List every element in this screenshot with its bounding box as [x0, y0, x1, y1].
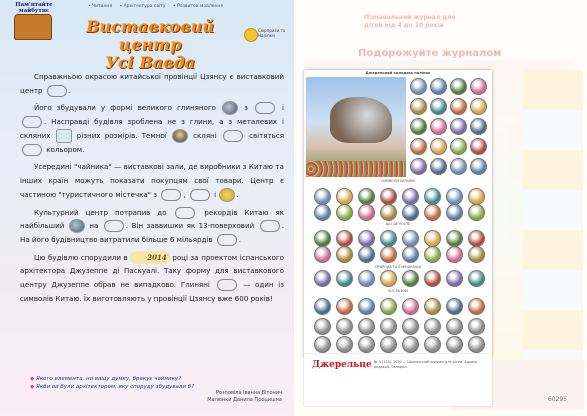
sticker-slot — [223, 130, 243, 142]
sticker-circle[interactable] — [358, 270, 375, 287]
sticker-circle[interactable] — [314, 318, 331, 335]
sticker-circle[interactable] — [470, 138, 487, 155]
sticker-circle[interactable] — [424, 336, 441, 353]
sticker-circle[interactable] — [314, 298, 331, 315]
sticker-circle[interactable] — [402, 188, 419, 205]
article-title — [60, 18, 240, 72]
sticker-circle[interactable] — [380, 204, 397, 221]
sticker-circle[interactable] — [380, 336, 397, 353]
sticker-circle[interactable] — [358, 204, 375, 221]
night-icon — [172, 129, 188, 143]
sticker-sheet-header: Джерельний колодязь наліпок — [365, 71, 431, 75]
sticker-slot — [190, 189, 210, 201]
sticker-circle[interactable] — [446, 318, 463, 335]
sticker-circle[interactable] — [424, 230, 441, 247]
sticker-circle[interactable] — [380, 270, 397, 287]
background-banner: Подорожуйте журналом — [358, 48, 502, 59]
row-label-4: УСЕ РАЗОМ — [388, 289, 408, 293]
paragraph-text: . — [68, 85, 71, 95]
sticker-circle[interactable] — [402, 204, 419, 221]
sticker-circle[interactable] — [430, 138, 447, 155]
sticker-circle[interactable] — [336, 270, 353, 287]
question-1: ◆ Якого елемента, на вашу думку, бракує чайнику? — [30, 375, 280, 383]
title-line-1: Виставковий центр — [86, 17, 214, 54]
sticker-circle[interactable] — [410, 158, 427, 175]
sticker-circle[interactable] — [402, 336, 419, 353]
glass-icon — [56, 129, 72, 143]
author-credit: Розповіла Іванна Вітонич — [215, 390, 282, 396]
paragraph-text: скляні — [188, 130, 221, 140]
sticker-circle[interactable] — [314, 246, 331, 263]
sticker-circle[interactable] — [402, 318, 419, 335]
sticker-circle[interactable] — [424, 188, 441, 205]
sticker-circle[interactable] — [380, 246, 397, 263]
sticker-circle[interactable] — [358, 318, 375, 335]
sticker-circle[interactable] — [424, 246, 441, 263]
logo-text: Пам'ятайте майбутнє — [15, 2, 53, 14]
sticker-circle[interactable] — [470, 158, 487, 175]
row-label-1: СИМВОЛИ УКРАЇНИ — [381, 179, 415, 183]
sticker-circle[interactable] — [314, 204, 331, 221]
sticker-circle[interactable] — [402, 270, 419, 287]
stickers-badge — [244, 28, 290, 42]
sticker-circle[interactable] — [446, 188, 463, 205]
right-page — [294, 0, 587, 416]
sticker-circle[interactable] — [450, 158, 467, 175]
paragraph-text: різних розмірів. Темної — [72, 130, 171, 140]
paragraph-text: кольором. — [44, 144, 85, 154]
paragraph-text: . Він заввишки як 13-поверховий — [125, 221, 258, 231]
sticker-circle[interactable] — [336, 230, 353, 247]
sticker-circle[interactable] — [358, 188, 375, 205]
sticker-circle[interactable] — [470, 78, 487, 95]
teapot-icon — [69, 219, 85, 233]
paragraph-text: світяться — [244, 130, 285, 140]
sticker-circle[interactable] — [336, 318, 353, 335]
sticker-circle[interactable] — [358, 298, 375, 315]
sticker-circle[interactable] — [450, 98, 467, 115]
sticker-slot — [255, 102, 275, 114]
sticker-slot — [104, 220, 124, 232]
sticker-circle[interactable] — [470, 98, 487, 115]
sticker-circle[interactable] — [470, 118, 487, 135]
sticker-circle[interactable] — [450, 138, 467, 155]
section-tags — [88, 4, 229, 9]
sticker-circle[interactable] — [380, 230, 397, 247]
paragraph-text: рекордів Китаю як найбільший — [20, 207, 284, 231]
sticker-circle[interactable] — [468, 270, 485, 287]
treasure-chest-icon — [14, 14, 52, 40]
title-line-2: Усі Вавда — [104, 53, 196, 72]
paragraph-text: році за проектом іспанського архітектора Джузеппе ді Паскуалі. Таку форму для виставкового центру Джузеппе обрав не випадково. Глиняні — [20, 252, 284, 289]
sticker-circle[interactable] — [430, 118, 447, 135]
subscription-index: 60295 — [547, 396, 567, 403]
sticker-circle[interactable] — [468, 318, 485, 335]
sticker-circle[interactable] — [468, 246, 485, 263]
sticker-circle[interactable] — [402, 230, 419, 247]
paragraph-text: Культурний центр потрапив до — [34, 207, 174, 217]
sticker-circle[interactable] — [402, 246, 419, 263]
sticker-slot — [22, 116, 42, 128]
sticker-circle[interactable] — [424, 270, 441, 287]
paragraph-text: . — [238, 235, 242, 245]
footer-logo: Джерельце — [312, 360, 372, 370]
sticker-circle[interactable] — [410, 98, 427, 115]
sticker-circle[interactable] — [336, 204, 353, 221]
paragraph-text: Усередині "чайника" — виставкові зали, де виробники з Китаю та інших країн можуть показати покупцям свої товари. Центр є частиною "туристичного містечка" з — [20, 162, 284, 199]
badge-text: Сюрпризи та Наліпки — [258, 28, 286, 38]
sticker-circle[interactable] — [468, 230, 485, 247]
sticker-slot — [22, 144, 42, 156]
row-label-3: ПРИРОДА ТА ЇЇ МЕШКАНЦІ — [374, 265, 422, 269]
article-body — [20, 70, 284, 309]
tag-reading: • Читання — [88, 4, 113, 9]
sticker-slot — [175, 207, 195, 219]
sticker-circle[interactable] — [430, 78, 447, 95]
sticker-circle[interactable] — [358, 336, 375, 353]
sticker-circle[interactable] — [446, 246, 463, 263]
paragraph-text: і — [276, 103, 284, 113]
sticker-circle[interactable] — [468, 188, 485, 205]
sticker-circle[interactable] — [314, 188, 331, 205]
sticker-circle[interactable] — [314, 270, 331, 287]
paragraph-text: і — [211, 189, 219, 199]
sticker-circle[interactable] — [430, 98, 447, 115]
paragraph-text: Цю будівлю спорудили в — [34, 252, 131, 262]
sticker-circle[interactable] — [468, 336, 485, 353]
sticker-circle[interactable] — [450, 78, 467, 95]
sticker-circle[interactable] — [446, 204, 463, 221]
paragraph-text: — один із символів Китаю. Їх виготовляють у провінції Цзянсу вже 600 років! — [20, 279, 284, 303]
sticker-circle[interactable] — [380, 298, 397, 315]
paragraph-text: Його збудували у формі великого глиняного — [34, 103, 221, 113]
sticker-slot — [161, 189, 181, 201]
row-label-2: ЩО ДЕ РОСТЕ — [385, 222, 411, 226]
article-paragraph — [20, 70, 284, 97]
sticker-circle[interactable] — [446, 230, 463, 247]
sticker-circle[interactable] — [424, 298, 441, 315]
paragraph-text: на — [85, 221, 102, 231]
sticker-circle[interactable] — [446, 298, 463, 315]
paragraph-text: . Насправді будівля зроблена не з глини, а з металевих і скляних — [20, 117, 284, 140]
background-header: Пізнавальний журнал для дітей від 4 до 10 років — [364, 14, 456, 29]
tag-architecture: • Архітектура світу — [119, 4, 166, 9]
sticker-slot — [260, 220, 280, 232]
sticker-sheet — [304, 70, 492, 356]
sticker-circle[interactable] — [336, 246, 353, 263]
year-badge: 2014 — [130, 251, 169, 265]
sticker-circle[interactable] — [336, 298, 353, 315]
sticker-circle[interactable] — [336, 336, 353, 353]
questions — [30, 375, 280, 391]
sticker-circle[interactable] — [410, 118, 427, 135]
teapot-building-photo — [306, 77, 406, 177]
paragraph-text: . На його будівництво витратили більше 6 мільярдів — [20, 221, 284, 245]
footer-text: № 4 (123), 2020 — Щомісячний журнал для дітей. Адреса редакції. Телефон. — [374, 360, 478, 369]
article-paragraph — [20, 160, 284, 201]
teapot-icon — [222, 101, 238, 115]
lotus-icon — [219, 188, 235, 202]
sticker-circle[interactable] — [358, 230, 375, 247]
article-paragraph — [20, 251, 284, 305]
paragraph-text: . — [236, 189, 239, 199]
sticker-circle[interactable] — [446, 336, 463, 353]
sticker-circle[interactable] — [446, 270, 463, 287]
tag-speech: • Розвиток мовлення — [172, 4, 224, 9]
sticker-circle[interactable] — [380, 318, 397, 335]
question-2: ◆ Якби ви були архітектором, яку споруду збудували б? — [30, 383, 280, 391]
paragraph-text: Справжньою окрасою китайської провінції Цзянсу є виставковий центр — [20, 72, 284, 95]
sticker-circle[interactable] — [402, 298, 419, 315]
sticker-circle[interactable] — [314, 230, 331, 247]
imprint-block — [304, 354, 492, 406]
background-side-column — [523, 70, 583, 370]
sticker-slot — [217, 234, 237, 246]
sticker-circle[interactable] — [314, 336, 331, 353]
sticker-circle[interactable] — [424, 204, 441, 221]
illustrator-credit: Малюнки Данила Процишна — [207, 397, 282, 403]
magazine-logo — [4, 2, 60, 36]
sticker-circle[interactable] — [450, 118, 467, 135]
sticker-circle[interactable] — [430, 158, 447, 175]
sticker-circle[interactable] — [468, 204, 485, 221]
sticker-slot — [217, 279, 237, 291]
sticker-circle[interactable] — [410, 138, 427, 155]
sticker-slot — [47, 85, 67, 97]
sticker-circle[interactable] — [336, 188, 353, 205]
sticker-circle[interactable] — [380, 188, 397, 205]
paragraph-text: з — [238, 103, 253, 113]
teapot-building — [330, 97, 392, 143]
article-paragraph — [20, 206, 284, 247]
sticker-circle[interactable] — [410, 78, 427, 95]
credits — [207, 390, 282, 404]
sticker-circle[interactable] — [424, 318, 441, 335]
paragraph-text: , — [183, 189, 188, 199]
sticker-circle[interactable] — [468, 298, 485, 315]
sticker-icon — [244, 28, 258, 42]
sticker-circle[interactable] — [358, 246, 375, 263]
article-paragraph — [20, 101, 284, 156]
flower-bed — [306, 161, 406, 177]
